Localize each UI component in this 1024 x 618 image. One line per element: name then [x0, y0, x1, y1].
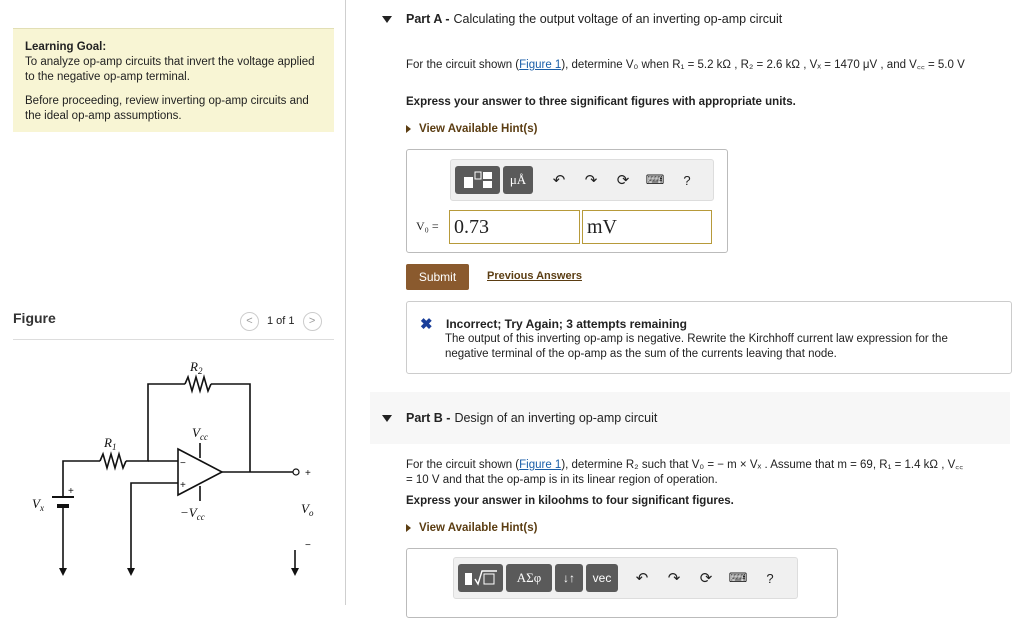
part-a-title: Calculating the output voltage of an inverting op-amp circuit — [453, 12, 783, 26]
part-b-question-line2: = 10 V and that the op-amp is in its linear region of operation. — [406, 474, 718, 486]
figure-title: Figure — [13, 310, 56, 326]
keyboard-icon-b[interactable]: ⌨ — [728, 570, 748, 585]
opamp-minus-sign: − — [180, 458, 186, 469]
vector-button[interactable]: vec — [586, 564, 618, 592]
opamp-plus-sign: + — [180, 480, 186, 491]
collapse-part-a-icon[interactable] — [382, 16, 392, 23]
part-b-question: For the circuit shown (Figure 1), determine R₂ such that V₀ = − m × Vₓ . Assume that m = 69, R₁ = 1.4 kΩ , V꜀꜀ = 10 V and that the op-amp is in its linear region of operation. — [406, 458, 1014, 488]
answer-units-input[interactable]: mV — [582, 210, 712, 244]
ground-arrow-vo — [291, 568, 299, 576]
ground-arrow-noninv — [127, 568, 135, 576]
hint-expand-icon — [406, 125, 411, 133]
circuit-diagram — [20, 355, 330, 585]
part-b-toolbar — [453, 557, 798, 599]
r1-label: $R_1$ — [104, 435, 117, 452]
vcc-label: $V_{cc}$ — [192, 425, 208, 442]
part-a-instruction: Express your answer to three significant figures with appropriate units. — [406, 96, 796, 108]
vx-label: $V_x$ — [32, 496, 44, 513]
help-icon[interactable]: ? — [683, 172, 691, 188]
prev-figure-icon[interactable]: < — [240, 312, 259, 331]
reset-icon-b[interactable]: ⟳ — [699, 570, 713, 587]
submit-button[interactable]: Submit — [406, 264, 469, 290]
learning-goal-title: Learning Goal: — [25, 41, 107, 53]
part-b-instruction: Express your answer in kiloohms to four significant figures. — [406, 495, 734, 507]
feedback-box — [406, 301, 1012, 374]
templates-button[interactable] — [455, 166, 500, 194]
output-terminal — [293, 469, 299, 475]
part-a-question: For the circuit shown (Figure 1), determine V₀ when R₁ = 5.2 kΩ , R₂ = 2.6 kΩ , Vₓ = 1470 μV , and V꜀꜀ = 5.0 V — [406, 59, 965, 71]
vo-plus-sign: + — [305, 468, 311, 479]
panel-divider — [345, 0, 346, 605]
part-b-hints-link[interactable]: View Available Hint(s) — [406, 522, 537, 534]
part-b-label: Part B - — [406, 411, 451, 425]
units-button[interactable]: μÅ — [503, 166, 533, 194]
figure-link-a[interactable]: Figure 1 — [519, 59, 562, 71]
figure-rule — [13, 339, 334, 340]
redo-icon-b[interactable]: ↷ — [667, 570, 681, 587]
collapse-part-b-icon[interactable] — [382, 415, 392, 422]
part-a-label: Part A - — [406, 12, 450, 26]
hint-expand-icon — [406, 524, 411, 532]
input-wire-right — [126, 445, 148, 461]
part-a-toolbar — [450, 159, 714, 201]
part-a-hints-link[interactable]: View Available Hint(s) — [406, 123, 537, 135]
undo-icon-b[interactable]: ↶ — [635, 570, 649, 587]
subscript-button[interactable]: ↓↑ — [555, 564, 583, 592]
feedback-text: The output of this inverting op-amp is negative. Rewrite the Kirchhoff current law expression for the negative terminal of the op-amp as the sum of the currents leaving that node. — [445, 333, 948, 360]
battery-plus-sign: + — [68, 486, 74, 497]
learning-goal-review: Before proceeding, review inverting op-amp circuits and the ideal op-amp assumptions. — [25, 95, 309, 122]
redo-icon[interactable]: ↷ — [584, 172, 598, 189]
templates-icon — [463, 171, 493, 189]
learning-goal-box — [13, 28, 334, 132]
previous-answers-link[interactable]: Previous Answers — [487, 270, 582, 282]
r2-resistor — [185, 377, 211, 391]
ground-arrow-source — [59, 568, 67, 576]
neg-vcc-label: $-V_{cc}$ — [180, 505, 205, 522]
templates-button-b[interactable] — [458, 564, 503, 592]
undo-icon[interactable]: ↶ — [552, 172, 566, 189]
r2-label: $R_2$ — [190, 359, 203, 376]
greek-button[interactable]: ΑΣφ — [506, 564, 552, 592]
answer-variable-label: V₀ = — [416, 219, 439, 233]
feedback-title: Incorrect; Try Again; 3 attempts remaining — [446, 317, 687, 331]
reset-icon[interactable]: ⟳ — [616, 172, 630, 189]
feedback-wire-right — [211, 384, 250, 472]
noninv-wire — [131, 483, 178, 570]
r1-resistor — [100, 454, 126, 468]
figure-pager — [240, 311, 322, 331]
help-icon-b[interactable]: ? — [766, 570, 774, 586]
part-b-title: Design of an inverting op-amp circuit — [454, 411, 658, 425]
feedback-wire-left — [148, 384, 185, 445]
incorrect-icon: ✖ — [420, 316, 433, 333]
vo-minus-sign: − — [305, 540, 311, 551]
part-a-header[interactable] — [370, 4, 1010, 34]
templates-sqrt-icon — [464, 569, 498, 587]
keyboard-icon[interactable]: ⌨ — [645, 172, 665, 187]
next-figure-icon[interactable]: > — [303, 312, 322, 331]
vo-label: $V_o$ — [301, 501, 314, 518]
learning-goal-text: To analyze op-amp circuits that invert the voltage applied to the negative op-amp terminal. — [25, 56, 315, 83]
figure-page-count: 1 of 1 — [267, 315, 295, 327]
part-b-header[interactable] — [370, 403, 1010, 433]
answer-value-input[interactable]: 0.73 — [449, 210, 580, 244]
figure-link-b[interactable]: Figure 1 — [519, 459, 562, 471]
